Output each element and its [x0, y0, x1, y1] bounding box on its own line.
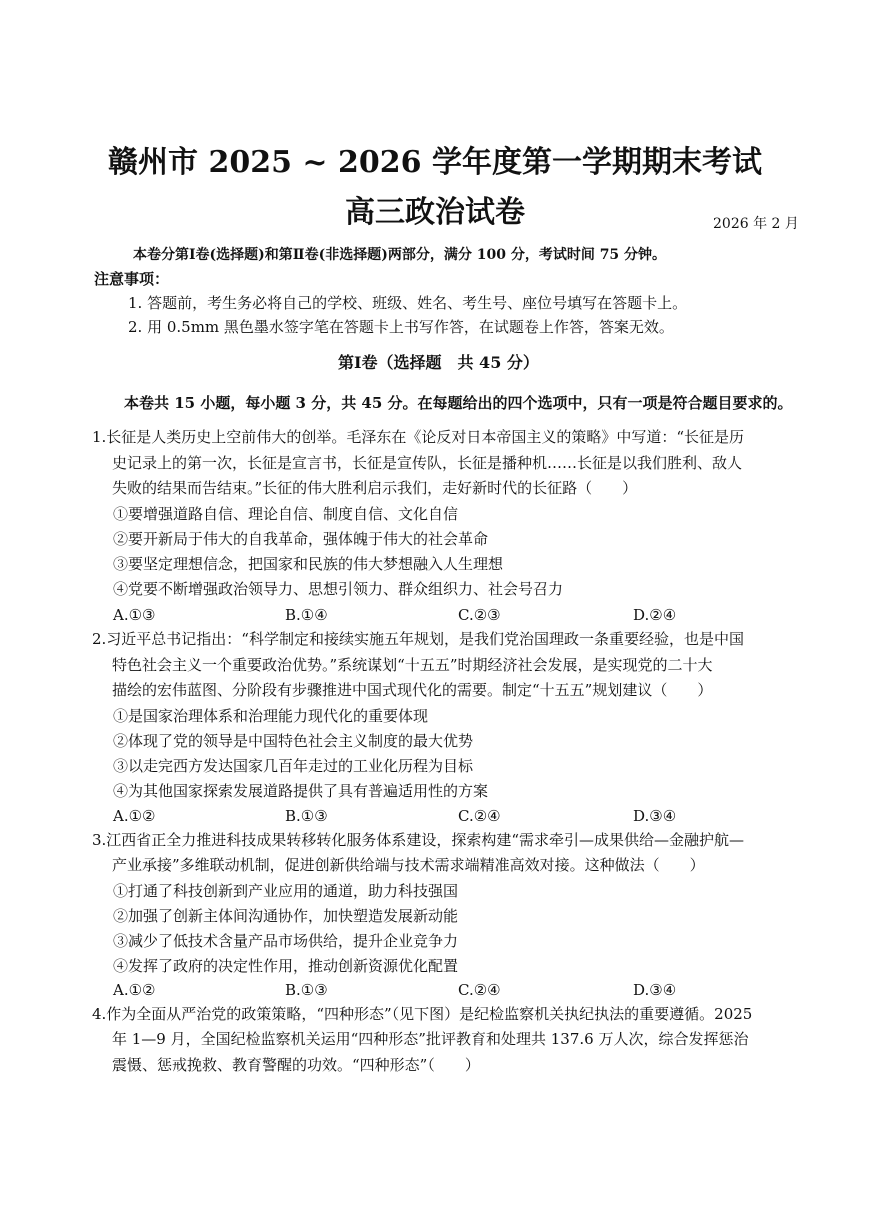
exam-date: 2026 年 2 月 — [713, 216, 799, 232]
statement-option: ④为其他国家探索发展道路提供了具有普遍适用性的方案 — [113, 782, 489, 800]
question-stem-line: 震慑、惩戒挽救、教育警醒的功效。“四种形态”（ ） — [112, 1056, 480, 1074]
section-title: 第Ⅰ卷（选择题 共 45 分） — [338, 353, 539, 372]
exam-title: 赣州市 2025 ~ 2026 学年度第一学期期末考试 — [108, 145, 762, 180]
question-stem-line: 史记录上的第一次，长征是宣言书，长征是宣传队，长征是播种机……长征是以我们胜利、敌人 — [112, 454, 743, 472]
choice-d: D.③④ — [633, 981, 677, 999]
question-stem-line: 2.习近平总书记指出：“科学制定和接续实施五年规划，是我们党治国理政一条重要经验，也是中国 — [92, 630, 744, 648]
statement-option: ①是国家治理体系和治理能力现代化的重要体现 — [113, 707, 429, 725]
statement-option: ④发挥了政府的决定性作用，推动创新资源优化配置 — [113, 957, 459, 975]
statement-option: ③要坚定理想信念，把国家和民族的伟大梦想融入人生理想 — [113, 555, 504, 573]
paper-intro: 本卷分第Ⅰ卷(选择题)和第Ⅱ卷(非选择题)两部分，满分 100 分，考试时间 75 分钟。 — [133, 247, 667, 263]
choice-d: D.③④ — [633, 807, 677, 825]
statement-option: ①要增强道路自信、理论自信、制度自信、文化自信 — [113, 505, 459, 523]
answer-choices — [113, 604, 813, 626]
choice-a: A.①② — [113, 807, 156, 825]
note-item: 1. 答题前，考生务必将自己的学校、班级、姓名、考生号、座位号填写在答题卡上。 — [128, 294, 688, 312]
statement-option: ③以走完西方发达国家几百年走过的工业化历程为目标 — [113, 757, 474, 775]
choice-c: C.②③ — [458, 606, 501, 624]
question-stem-line: 描绘的宏伟蓝图、分阶段有步骤推进中国式现代化的需要。制定“十五五”规划建议（ ） — [112, 681, 713, 699]
choice-c: C.②④ — [458, 807, 501, 825]
exam-subject-title: 高三政治试卷 — [345, 195, 525, 230]
answer-choices — [113, 805, 813, 827]
question-stem-line: 失败的结果而告结束。”长征的伟大胜利启示我们，走好新时代的长征路（ ） — [112, 479, 638, 497]
statement-option: ②要开新局于伟大的自我革命，强体魄于伟大的社会革命 — [113, 530, 489, 548]
choice-b: B.①④ — [285, 606, 328, 624]
choice-a: A.①③ — [113, 606, 156, 624]
question-stem-line: 4.作为全面从严治党的政策策略，“四种形态”（见下图）是纪检监察机关执纪执法的重要遵循。2025 — [92, 1005, 753, 1023]
choice-a: A.①② — [113, 981, 156, 999]
question-stem-line: 3.江西省正全力推进科技成果转移转化服务体系建设，探索构建“需求牵引—成果供给—金融护航— — [92, 831, 744, 849]
note-item: 2. 用 0.5mm 黑色墨水签字笔在答题卡上书写作答，在试题卷上作答，答案无效。 — [128, 318, 674, 336]
question-stem-line: 年 1—9 月，全国纪检监察机关运用“四种形态”批评教育和处理共 137.6 万人次，综合发挥惩治 — [112, 1030, 749, 1048]
choice-d: D.②④ — [633, 606, 677, 624]
notes-heading: 注意事项： — [94, 270, 170, 288]
statement-option: ③减少了低技术含量产品市场供给，提升企业竞争力 — [113, 932, 459, 950]
question-stem-line: 特色社会主义一个重要政治优势。”系统谋划“十五五”时期经济社会发展，是实现党的二十大 — [112, 656, 713, 674]
choice-c: C.②④ — [458, 981, 501, 999]
statement-option: ②体现了党的领导是中国特色社会主义制度的最大优势 — [113, 732, 474, 750]
statement-option: ④党要不断增强政治领导力、思想引领力、群众组织力、社会号召力 — [113, 580, 564, 598]
choice-b: B.①③ — [285, 807, 328, 825]
answer-choices — [113, 979, 813, 1001]
question-stem-line: 产业承接”多维联动机制，促进创新供给端与技术需求端精准高效对接。这种做法（ ） — [112, 856, 705, 874]
statement-option: ①打通了科技创新到产业应用的通道，助力科技强国 — [113, 882, 459, 900]
section-instruction: 本卷共 15 小题，每小题 3 分，共 45 分。在每题给出的四个选项中，只有一项是符合题目要求的。 — [124, 394, 793, 412]
statement-option: ②加强了创新主体间沟通协作，加快塑造发展新动能 — [113, 907, 459, 925]
question-stem-line: 1.长征是人类历史上空前伟大的创举。毛泽东在《论反对日本帝国主义的策略》中写道：“长征是历 — [92, 428, 744, 446]
choice-b: B.①③ — [285, 981, 328, 999]
